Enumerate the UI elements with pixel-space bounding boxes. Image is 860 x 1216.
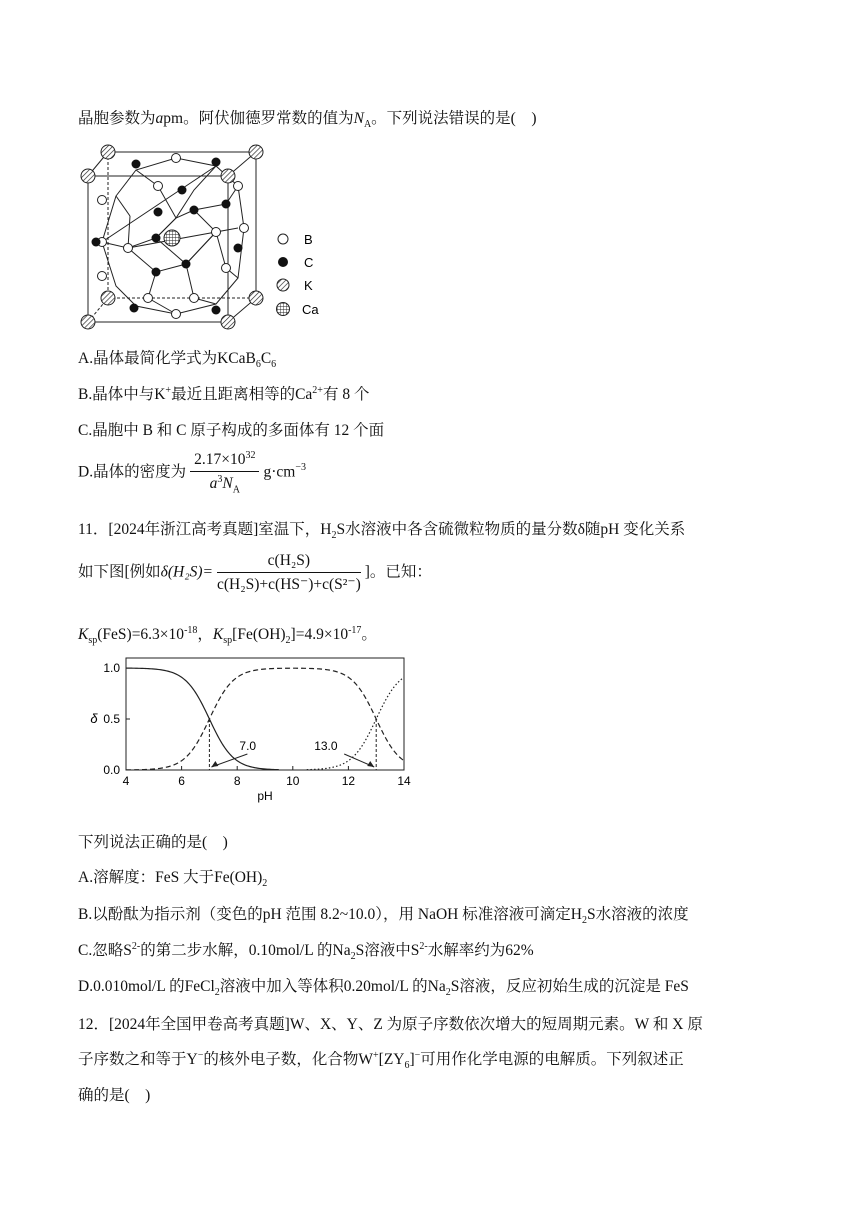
x-axis-label: pH [257,789,273,803]
atom-c [130,304,139,313]
series-line-solid [126,668,279,770]
q11-option-b: B.以酚酞为指示剂（变色的pH 范围 8.2~10.0），用 NaOH 标准溶液可滴定$H_2S$水溶液的浓度 [78,906,689,927]
q10-option-a: A.晶体最简化学式为$KCaB_6C_6$ [78,350,277,371]
x-tick-label: 14 [397,774,411,788]
q12-line2: 子序数之和等于Y−的核外电子数，化合物$W^+[ZY_6]^-$可用作化学电源的电解质。下列叙述正 [78,1049,684,1072]
atom-c [212,306,221,315]
q10-option-b: B.晶体中与K+最近且距离相等的$Ca^{2+}$有 8 个 [78,384,370,403]
x-tick-label: 6 [178,774,185,788]
atom-c [190,206,199,215]
series-line-dashed [126,668,404,770]
annotation-label: 7.0 [239,739,257,753]
atom-k [221,315,235,329]
q11-option-a: A.溶解度：FeS 大于$Fe(OH)_2$ [78,869,268,890]
y-tick-label: 0.0 [103,763,120,777]
q12-line1: 12．[2024年全国甲卷高考真题]W、X、Y、Z 为原子序数依次增大的短周期元素。W 和 X 原 [78,1016,703,1033]
q10-intro-line: 晶胞参数为apm。阿伏伽德罗常数的值为$N_A$。下列说法错误的是( ) [78,110,537,131]
legend-ca: Ca [302,302,319,317]
atom-b [98,196,107,205]
atom-b [172,310,181,319]
delta-fraction: $\frac{\text{c(H₂S)}}{\text{c(H₂S)+c(HS⁻)+c(S²⁻)}}$ [217,552,361,593]
atom-c [92,238,101,247]
density-fraction: $\frac{2.17\times 10^{32}}{a^3N_A}$ [190,450,259,495]
x-tick-label: 12 [341,774,356,788]
atom-c [178,186,187,195]
atom-k [249,145,263,159]
y-tick-label: 1.0 [103,661,120,675]
atom-c [152,234,161,243]
atom-b [212,228,221,237]
atom-k [221,169,235,183]
atom-c [154,208,163,217]
atom-k [81,315,95,329]
atom-k [101,291,115,305]
atom-k [81,169,95,183]
atom-c [234,244,243,253]
atom-b [222,264,231,273]
q11-ksp-line: $K_{sp}(FeS)=6.3\times 10^{-18}$，$K_{sp}[Fe(OH)_2]=4.9\times 10^{-17}$。 [78,624,377,647]
legend-c: C [304,255,314,270]
series-line-dotted [307,677,404,769]
atom-c [132,160,141,169]
atom-b [154,182,163,191]
annotation-arrowhead [211,761,218,767]
atom-b [234,182,243,191]
annotation-label: 13.0 [314,739,338,753]
y-axis-label: δ [90,711,98,726]
atom-c [212,158,221,167]
q11-option-d: D.0.010mol/L 的FeCl$_2$溶液中加入等体积0.20mol/L 的$Na_2S$溶液，反应初始生成的沉淀是 FeS [78,978,689,999]
atom-b [144,294,153,303]
atom-c [182,260,191,269]
atom-ca [164,230,180,246]
atom-b [172,154,181,163]
legend-b: B [304,232,313,247]
atom-b [98,272,107,281]
x-tick-label: 10 [286,774,300,788]
atom-b [124,244,133,253]
crystal-cell-figure [76,138,336,334]
q11-line2: 如下图[例如δ(H₂S)= $\frac{\text{c(H₂S)}}{\text{c(H₂S)+c(HS⁻)+c(S²⁻)}}$ ]。已知： [78,552,432,593]
q11-option-c: C.忽略$S^{2-}$的第二步水解，0.10mol/L 的$Na_2S$溶液中$S^{2-}$水解率约为62% [78,940,534,963]
q11-line1: 11．[2024年浙江高考真题]室温下，$H_2S$水溶液中各含硫微粒物质的量分数δ随pH 变化关系 [78,521,686,542]
x-tick-label: 8 [233,774,241,788]
atom-k [101,145,115,159]
q10-option-d: D.晶体的密度为 $\frac{2.17\times 10^{32}}{a^3N_A}$ $g\cdot cm^{-3}$ [78,450,306,496]
q12-line3: 确的是( ) [78,1087,151,1104]
speciation-chart [80,650,420,820]
crystal-legend [277,232,320,317]
atom-c [222,200,231,209]
atom-c [152,268,161,277]
x-tick-label: 4 [122,774,130,788]
legend-k: K [304,278,313,293]
atom-b [190,294,199,303]
q11-question: 下列说法正确的是( ) [78,834,228,851]
atom-b [240,224,249,233]
atom-k [249,291,263,305]
y-tick-label: 0.5 [103,712,120,726]
q10-option-c: C.晶胞中 B 和 C 原子构成的多面体有 12 个面 [78,422,385,439]
